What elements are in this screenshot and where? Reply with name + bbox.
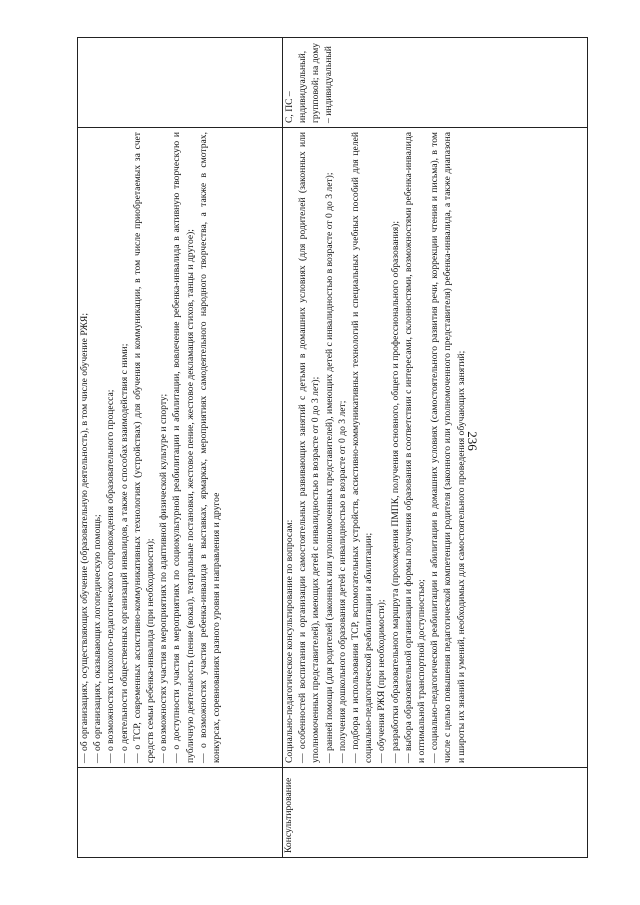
list-item: — о возможностях участия ребенка-инвалида в выставках, ярмарках, мероприятиях самодеятельного народного творчества, а также в смотрах, конкурсах, соревнованиях разного уровня и направления и другое (197, 132, 223, 763)
list-item: — социально-педагогической реабилитации и абилитации в домашних условиях (самостоятельного развития речи, коррекции чтения и письма), в том числе с целью повышения педагогической компетенции родителя (законного или уполномоченного представителя) ребенка-инвалида, а также диапазона и широты их знаний и умений, необходимых для самостоятельного проведения обучающих занятий; (429, 132, 467, 763)
list-item: — о возможностях участия в мероприятиях по адаптивной физической культуре и спорту; (158, 393, 170, 763)
list-item: Социально-педагогическое консультирование по вопросам: (284, 519, 295, 763)
list-item: — подбора и использования ТСР, вспомогательных устройств, ассистивно-коммуникативных технологий и специальных учебных пособий для целей социально-педагогической реабилитации и абилитации; (350, 132, 375, 763)
list-item: — о возможностях психолого-педагогического сопровождения образовательного процесса; (105, 389, 117, 763)
list-item: — о деятельности общественных организаций инвалидов, а также о способах взаимодействия с ними; (118, 343, 130, 763)
table-row (78, 38, 283, 858)
list-item: — разработки образовательного маршрута (прохождения ПМПК, получения основного, общего и профессионального образования); (389, 220, 401, 763)
list-item: — получения дошкольного образования детей с инвалидностью в возрасте от 0 до 3 лет; (336, 400, 348, 763)
list-item: — особенностей воспитания и организации самостоятельных развивающих занятий с детьми в домашних условиях (для родителей (законных или уполномоченных представителей), имеющих детей с инвалидностью в возрасте от 0 до 3 лет); (297, 132, 322, 763)
list-item: — о доступности участия в мероприятиях по социокультурной реабилитации и абилитации, вовлечение ребенка-инвалида в активную творческую и публичную деятельность (пение (вокал), театральные постановки, жестовое пение, жестовое декламация стихов, танцы и другое); (171, 132, 196, 763)
list-item: — ранней помощи (для родителей (законных или уполномоченных представителей), имеющих детей с инвалидностью в возрасте от 0 до 3 лет); (323, 172, 335, 763)
table-row (283, 38, 588, 858)
rotated-table-wrapper (77, 38, 587, 858)
row-content (283, 128, 588, 768)
list-item: — об организациях, осуществляющих обучение (образовательную деятельность), в том числе обучение РЖЯ; (79, 312, 90, 763)
row-label: Консультирование (283, 768, 588, 858)
list-item: — о ТСР, современных ассистивно-коммуникативных технологиях (устройствах) для обучения и коммуникации, в том числе приобретаемых за счет средств семьи ребенка-инвалида (при необходимости); (131, 132, 157, 763)
row-label (78, 768, 283, 858)
content-table (77, 37, 588, 858)
list-item: — об организациях, оказывающих логопедическую помощь; (92, 514, 104, 763)
row-mode (78, 38, 283, 128)
list-item: — выбора образовательной организации и формы получения образования в соответствии с интересами, склонностями, возможностями ребенка-инвалида и оптимальной транспортной доступностью; (402, 132, 428, 763)
list-item: — обучения РЖЯ (при необходимости); (376, 599, 388, 763)
row-content (78, 128, 283, 768)
row-mode: С, ПС – индивидуальный, групповой; на дому – индивидуальный (283, 38, 588, 128)
page-number: 236 (465, 431, 480, 451)
